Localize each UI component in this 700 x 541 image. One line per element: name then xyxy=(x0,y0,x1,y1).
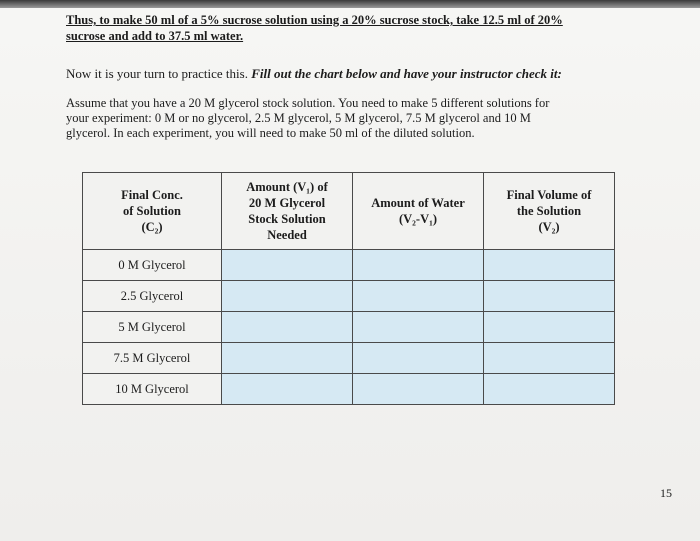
dilution-chart xyxy=(82,172,615,405)
header-final-volume-l2: the Solution xyxy=(516,204,582,218)
header-final-volume-l1: Final Volume of xyxy=(506,188,592,202)
assumption-paragraph xyxy=(66,96,636,141)
stock-amount-cell[interactable] xyxy=(222,343,353,374)
header-water-amount xyxy=(353,173,484,250)
prompt-emphasis: Fill out the chart below and have your instructor check it: xyxy=(251,66,562,81)
intro-line-2: sucrose and add to 37.5 ml water. xyxy=(66,29,244,43)
header-final-conc-l3: (C₂) xyxy=(141,220,163,234)
water-amount-cell[interactable] xyxy=(353,281,484,312)
header-stock-amount-l4: Needed xyxy=(267,228,307,242)
water-amount-cell[interactable] xyxy=(353,374,484,405)
assume-line-2: your experiment: 0 M or no glycerol, 2.5 M glycerol, 5 M glycerol, 7.5 M glycerol and 10 M xyxy=(66,111,531,125)
row-label: 0 M Glycerol xyxy=(83,250,222,281)
practice-prompt xyxy=(66,66,666,82)
final-volume-cell[interactable] xyxy=(484,374,615,405)
table-row xyxy=(83,250,615,281)
stock-amount-cell[interactable] xyxy=(222,374,353,405)
intro-paragraph xyxy=(66,12,666,44)
prompt-lead: Now it is your turn to practice this. xyxy=(66,66,248,81)
header-final-volume xyxy=(484,173,615,250)
water-amount-cell[interactable] xyxy=(353,312,484,343)
stock-amount-cell[interactable] xyxy=(222,312,353,343)
table-row xyxy=(83,281,615,312)
row-label: 7.5 M Glycerol xyxy=(83,343,222,374)
header-final-conc xyxy=(83,173,222,250)
stock-amount-cell[interactable] xyxy=(222,281,353,312)
header-water-amount-l1: Amount of Water xyxy=(371,196,465,210)
header-stock-amount-l2: 20 M Glycerol xyxy=(248,196,326,210)
row-label: 10 M Glycerol xyxy=(83,374,222,405)
header-stock-amount-l3: Stock Solution xyxy=(248,212,326,226)
table-row xyxy=(83,343,615,374)
worksheet-page xyxy=(0,8,700,541)
assume-line-3: glycerol. In each experiment, you will need to make 50 ml of the diluted solution. xyxy=(66,126,475,140)
table-row xyxy=(83,312,615,343)
header-final-volume-l3: (V₂) xyxy=(538,220,560,234)
final-volume-cell[interactable] xyxy=(484,281,615,312)
header-water-amount-l2: (V₂-V₁) xyxy=(398,212,438,226)
assume-line-1: Assume that you have a 20 M glycerol stock solution. You need to make 5 different solutions for xyxy=(66,96,550,110)
page-number: 15 xyxy=(660,486,672,500)
header-stock-amount xyxy=(222,173,353,250)
chart-header-row xyxy=(83,173,615,250)
water-amount-cell[interactable] xyxy=(353,250,484,281)
table-row xyxy=(83,374,615,405)
header-final-conc-l2: of Solution xyxy=(122,204,181,218)
header-stock-amount-l1: Amount (V₁) of xyxy=(246,180,328,194)
stock-amount-cell[interactable] xyxy=(222,250,353,281)
top-shadow-bar xyxy=(0,0,700,8)
final-volume-cell[interactable] xyxy=(484,250,615,281)
row-label: 5 M Glycerol xyxy=(83,312,222,343)
intro-line-1: Thus, to make 50 ml of a 5% sucrose solution using a 20% sucrose stock, take 12.5 ml of 20% xyxy=(66,13,563,27)
header-final-conc-l1: Final Conc. xyxy=(121,188,183,202)
final-volume-cell[interactable] xyxy=(484,343,615,374)
water-amount-cell[interactable] xyxy=(353,343,484,374)
row-label: 2.5 Glycerol xyxy=(83,281,222,312)
final-volume-cell[interactable] xyxy=(484,312,615,343)
